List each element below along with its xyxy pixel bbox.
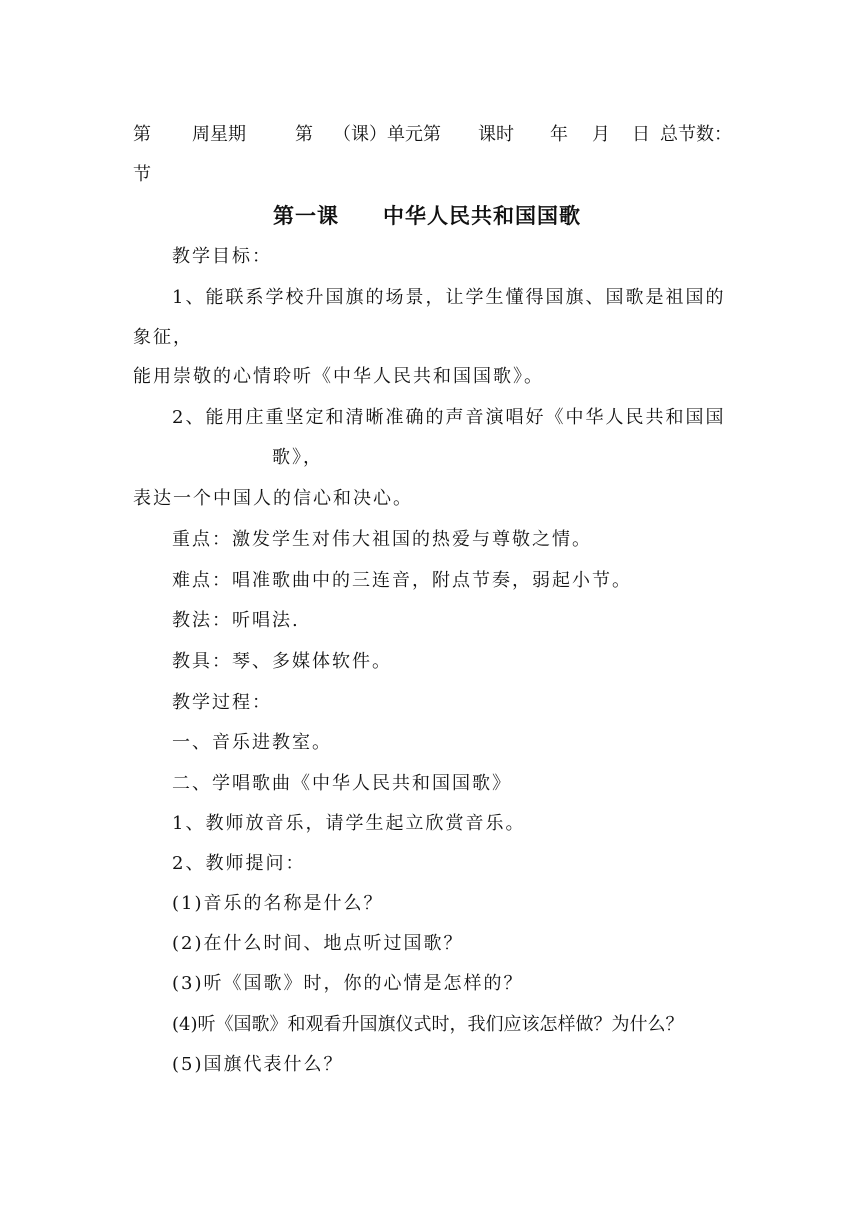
header-unit: （课）单元第: [333, 124, 441, 145]
step-2-2: 2、教师提问：: [172, 853, 306, 874]
teaching-method: 教法：听唱法.: [172, 610, 300, 631]
objective-2-line-3: 表达一个中国人的信心和决心。: [133, 488, 413, 509]
header-period-unit: 节: [133, 164, 151, 185]
header-week-prefix: 第: [133, 124, 151, 145]
header-month: 月: [592, 124, 610, 145]
objective-2-line-2: 歌》，: [272, 447, 323, 468]
header-week-day: 周星期: [192, 124, 246, 145]
step-2: 二、学唱歌曲《中华人民共和国国歌》: [172, 773, 512, 794]
objectives-heading: 教学目标：: [172, 246, 272, 267]
objective-1-line-3: 能用崇敬的心情聆听《中华人民共和国国歌》。: [133, 366, 544, 387]
objective-1-line-1: 1、能联系学校升国旗的场景，让学生懂得国旗、国歌是祖国的: [172, 287, 726, 308]
question-3: (3)听《国歌》时，你的心情是怎样的？: [172, 973, 524, 994]
header-total-periods: 总节数：: [660, 124, 732, 145]
process-heading: 教学过程：: [172, 692, 272, 713]
teaching-tools: 教具：琴、多媒体软件。: [172, 651, 392, 672]
step-1: 一、音乐进教室。: [172, 732, 332, 753]
key-point: 重点：激发学生对伟大祖国的热爱与尊敬之情。: [172, 529, 592, 550]
header-lesson-prefix: 第: [295, 124, 313, 145]
question-2: (2)在什么时间、地点听过国歌？: [172, 933, 464, 954]
objective-2-line-1: 2、能用庄重坚定和清晰准确的声音演唱好《中华人民共和国国: [172, 407, 726, 428]
step-2-1: 1、教师放音乐，请学生起立欣赏音乐。: [172, 813, 526, 834]
question-4: (4)听《国歌》和观看升国旗仪式时，我们应该怎样做？为什么？: [172, 1014, 684, 1035]
question-1: (1)音乐的名称是什么？: [172, 893, 384, 914]
difficulty: 难点：唱准歌曲中的三连音，附点节奏，弱起小节。: [172, 570, 632, 591]
question-5: (5)国旗代表什么？: [172, 1054, 344, 1075]
page-title: 第一课 中华人民共和国国歌: [273, 204, 581, 228]
header-year: 年: [550, 124, 568, 145]
objective-1-line-2: 象征，: [133, 327, 193, 348]
header-day: 日: [632, 124, 650, 145]
header-period: 课时: [478, 124, 514, 145]
